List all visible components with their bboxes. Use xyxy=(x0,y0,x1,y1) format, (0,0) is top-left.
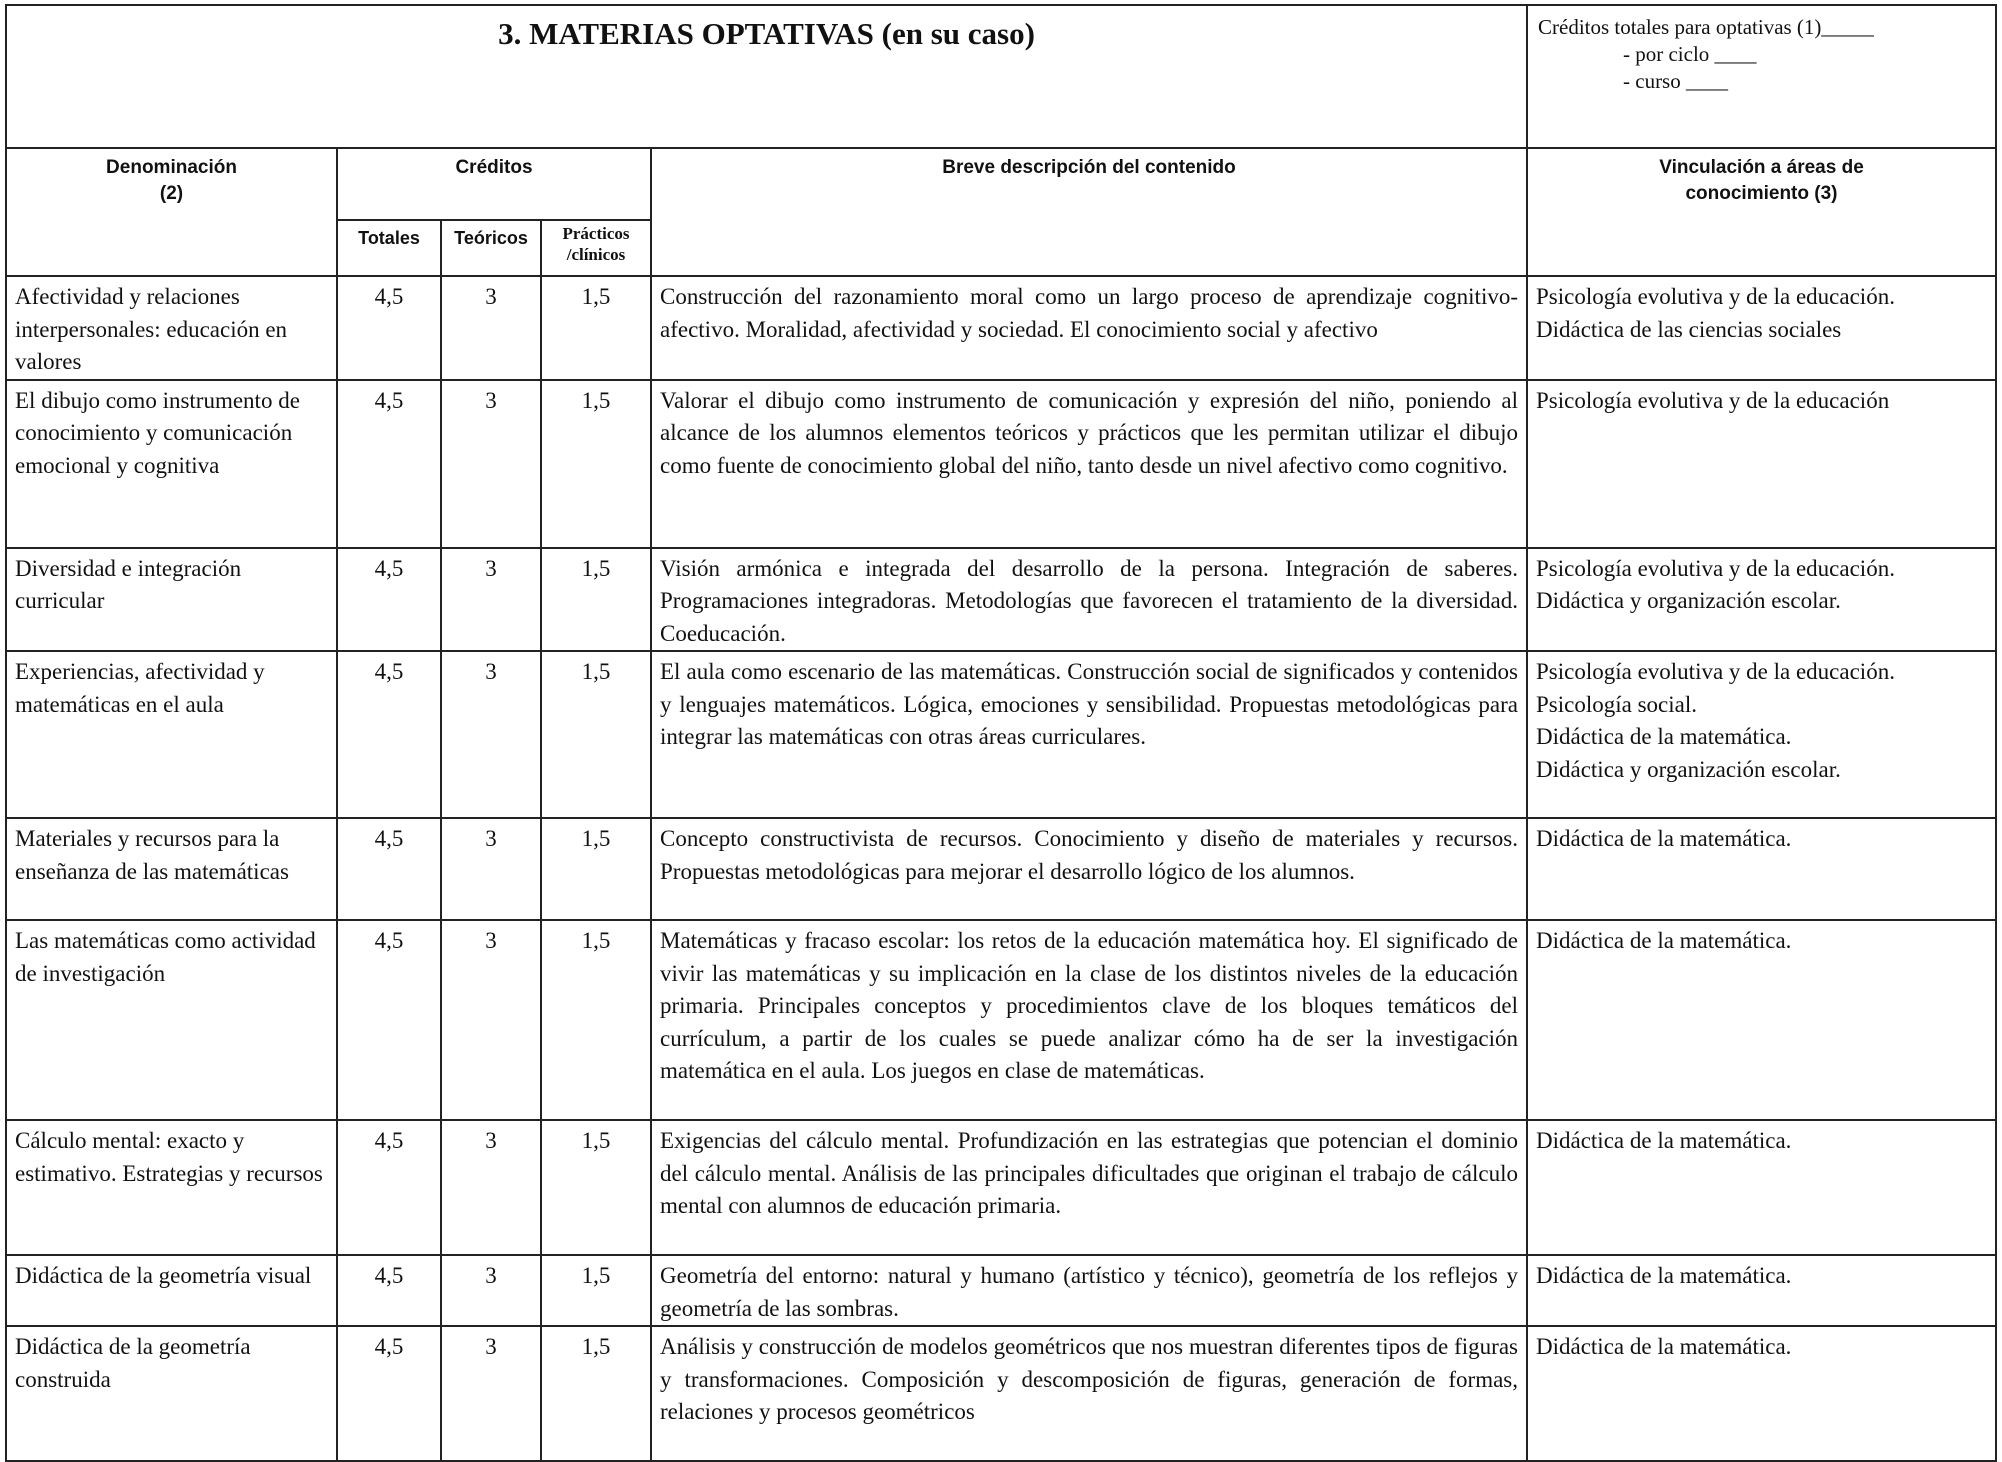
col-denominacion-label: Denominación xyxy=(106,157,237,178)
section-title-text: 3. MATERIAS OPTATIVAS (en su caso) xyxy=(498,16,1035,51)
col-descripcion-label: Breve descripción del contenido xyxy=(942,157,1236,178)
row-totales: 4,5 xyxy=(337,548,441,652)
row-totales: 4,5 xyxy=(337,380,441,548)
column-header-row xyxy=(6,148,1996,220)
row-teoricos: 3 xyxy=(441,651,541,818)
row-totales: 4,5 xyxy=(337,651,441,818)
col-denominacion xyxy=(6,148,337,276)
table-row xyxy=(6,818,1996,920)
row-practicos: 1,5 xyxy=(541,1326,651,1461)
row-areas xyxy=(1527,651,1996,818)
row-totales: 4,5 xyxy=(337,276,441,380)
row-description: Matemáticas y fracaso escolar: los retos de la educación matemática hoy. El significado de vivir las matemáticas y su implicación en la clase de los distintos niveles de la educación primaria. Principales conceptos y procedimientos clave de los bloques temáticos del currículum, a partir de los cuales se puede analizar cómo ha de ser la investigación matemática en el aula. Los juegos en clase de matemáticas. xyxy=(651,920,1527,1120)
row-areas xyxy=(1527,380,1996,548)
row-totales: 4,5 xyxy=(337,1326,441,1461)
row-description: Exigencias del cálculo mental. Profundización en las estrategias que potencian el dominio del cálculo mental. Análisis de las principales dificultades que originan el trabajo de cálculo mental con alumnos de educación primaria. xyxy=(651,1120,1527,1255)
col-vinculacion xyxy=(1527,148,1996,276)
row-totales: 4,5 xyxy=(337,1120,441,1255)
row-areas xyxy=(1527,276,1996,380)
row-description: Visión armónica e integrada del desarrollo de la persona. Integración de saberes. Programaciones integradoras. Metodologías que favorecen el tratamiento de la diversidad. Coeducación. xyxy=(651,548,1527,652)
row-practicos: 1,5 xyxy=(541,276,651,380)
table-row xyxy=(6,920,1996,1120)
area-item: Didáctica de las ciencias sociales xyxy=(1536,316,1842,342)
row-practicos: 1,5 xyxy=(541,1255,651,1326)
row-description: Geometría del entorno: natural y humano (artístico y técnico), geometría de los reflejos y geometría de las sombras. xyxy=(651,1255,1527,1326)
row-areas xyxy=(1527,1326,1996,1461)
col-totales-label: Totales xyxy=(358,228,420,248)
row-name: Materiales y recursos para la enseñanza de las matemáticas xyxy=(6,818,337,920)
col-practicos xyxy=(541,220,651,276)
area-item: Psicología evolutiva y de la educación. xyxy=(1536,659,1895,684)
col-practicos-label: Prácticos xyxy=(562,224,630,243)
area-item: Psicología evolutiva y de la educación. xyxy=(1536,284,1895,309)
col-descripcion xyxy=(651,148,1527,276)
row-practicos: 1,5 xyxy=(541,380,651,548)
optativas-table xyxy=(5,4,1997,1462)
area-item: Didáctica de la matemática. xyxy=(1536,826,1792,851)
row-teoricos: 3 xyxy=(441,1326,541,1461)
row-totales: 4,5 xyxy=(337,1255,441,1326)
row-name: Cálculo mental: exacto y estimativo. Estrategias y recursos xyxy=(6,1120,337,1255)
table-row xyxy=(6,548,1996,652)
table-row xyxy=(6,1326,1996,1461)
row-name: Diversidad e integración curricular xyxy=(6,548,337,652)
table-row xyxy=(6,1255,1996,1326)
col-clinicos-label: /clínicos xyxy=(566,245,626,264)
area-item: Didáctica y organización escolar. xyxy=(1536,588,1841,613)
row-practicos: 1,5 xyxy=(541,1120,651,1255)
per-cycle-label: - por ciclo ____ xyxy=(1623,42,1757,66)
row-name: Las matemáticas como actividad de investigación xyxy=(6,920,337,1120)
row-description: Valorar el dibujo como instrumento de comunicación y expresión del niño, poniendo al alcance de los alumnos elementos teóricos y prácticos que les permitan utilizar el dibujo como fuente de conocimiento global del niño, tanto desde un nivel afectivo como cognitivo. xyxy=(651,380,1527,548)
area-item: Psicología evolutiva y de la educación xyxy=(1536,387,1890,413)
row-teoricos: 3 xyxy=(441,818,541,920)
row-description: Concepto constructivista de recursos. Conocimiento y diseño de materiales y recursos. Propuestas metodológicas para mejorar el desarrollo lógico de los alumnos. xyxy=(651,818,1527,920)
row-teoricos: 3 xyxy=(441,920,541,1120)
col-creditos-label: Créditos xyxy=(455,157,533,178)
row-teoricos: 3 xyxy=(441,1255,541,1326)
row-name: Afectividad y relaciones interpersonales: educación en valores xyxy=(6,276,337,380)
col-totales xyxy=(337,220,441,276)
row-teoricos: 3 xyxy=(441,1120,541,1255)
row-areas xyxy=(1527,920,1996,1120)
row-teoricos: 3 xyxy=(441,548,541,652)
table-row xyxy=(6,1120,1996,1255)
row-totales: 4,5 xyxy=(337,920,441,1120)
table-row xyxy=(6,651,1996,818)
col-teoricos-label: Teóricos xyxy=(454,228,528,248)
col-vinculacion-label: Vinculación a áreas de conocimiento (3) xyxy=(1659,157,1864,204)
area-item: Didáctica de la matemática. xyxy=(1536,1128,1792,1153)
section-title xyxy=(6,5,1527,148)
col-denominacion-note: (2) xyxy=(159,183,184,204)
row-description: Construcción del razonamiento moral como un largo proceso de aprendizaje cognitivo-afectivo. Moralidad, afectividad y sociedad. El conocimiento social y afectivo xyxy=(651,276,1527,380)
col-teoricos xyxy=(441,220,541,276)
area-item: Psicología evolutiva y de la educación. xyxy=(1536,555,1895,581)
row-areas xyxy=(1527,1120,1996,1255)
row-name: Didáctica de la geometría visual xyxy=(6,1255,337,1326)
row-practicos: 1,5 xyxy=(541,548,651,652)
row-practicos: 1,5 xyxy=(541,651,651,818)
row-name: El dibujo como instrumento de conocimiento y comunicación emocional y cognitiva xyxy=(6,380,337,548)
row-name: Didáctica de la geometría construida xyxy=(6,1326,337,1461)
credits-summary xyxy=(1527,5,1996,148)
document-page xyxy=(5,4,1995,1462)
area-item: Didáctica de la matemática. xyxy=(1536,928,1792,953)
area-item: Didáctica de la matemática. xyxy=(1536,1263,1792,1288)
row-practicos: 1,5 xyxy=(541,920,651,1120)
table-row xyxy=(6,380,1996,548)
row-name: Experiencias, afectividad y matemáticas en el aula xyxy=(6,651,337,818)
row-description: Análisis y construcción de modelos geométricos que nos muestran diferentes tipos de figuras y transformaciones. Composición y descomposición de figuras, generación de formas, relaciones y procesos geométricos xyxy=(651,1326,1527,1461)
row-areas xyxy=(1527,548,1996,652)
per-course-label: - curso ____ xyxy=(1623,69,1728,93)
table-row xyxy=(6,276,1996,380)
row-totales: 4,5 xyxy=(337,818,441,920)
area-item: Psicología social. xyxy=(1536,691,1697,717)
area-item: Didáctica y organización escolar. xyxy=(1536,756,1841,782)
header-row xyxy=(6,5,1996,148)
row-practicos: 1,5 xyxy=(541,818,651,920)
row-teoricos: 3 xyxy=(441,380,541,548)
area-item: Didáctica de la matemática. xyxy=(1536,724,1792,749)
area-item: Didáctica de la matemática. xyxy=(1536,1334,1792,1359)
row-description: El aula como escenario de las matemáticas. Construcción social de significados y contenidos y lenguajes matemáticos. Lógica, emociones y sensibilidad. Propuestas metodológicas para integrar las matemáticas con otras áreas curriculares. xyxy=(651,651,1527,818)
row-teoricos: 3 xyxy=(441,276,541,380)
row-areas xyxy=(1527,1255,1996,1326)
row-areas xyxy=(1527,818,1996,920)
col-creditos xyxy=(337,148,651,220)
credits-total-label: Créditos totales para optativas (1)_____ xyxy=(1538,15,1874,39)
